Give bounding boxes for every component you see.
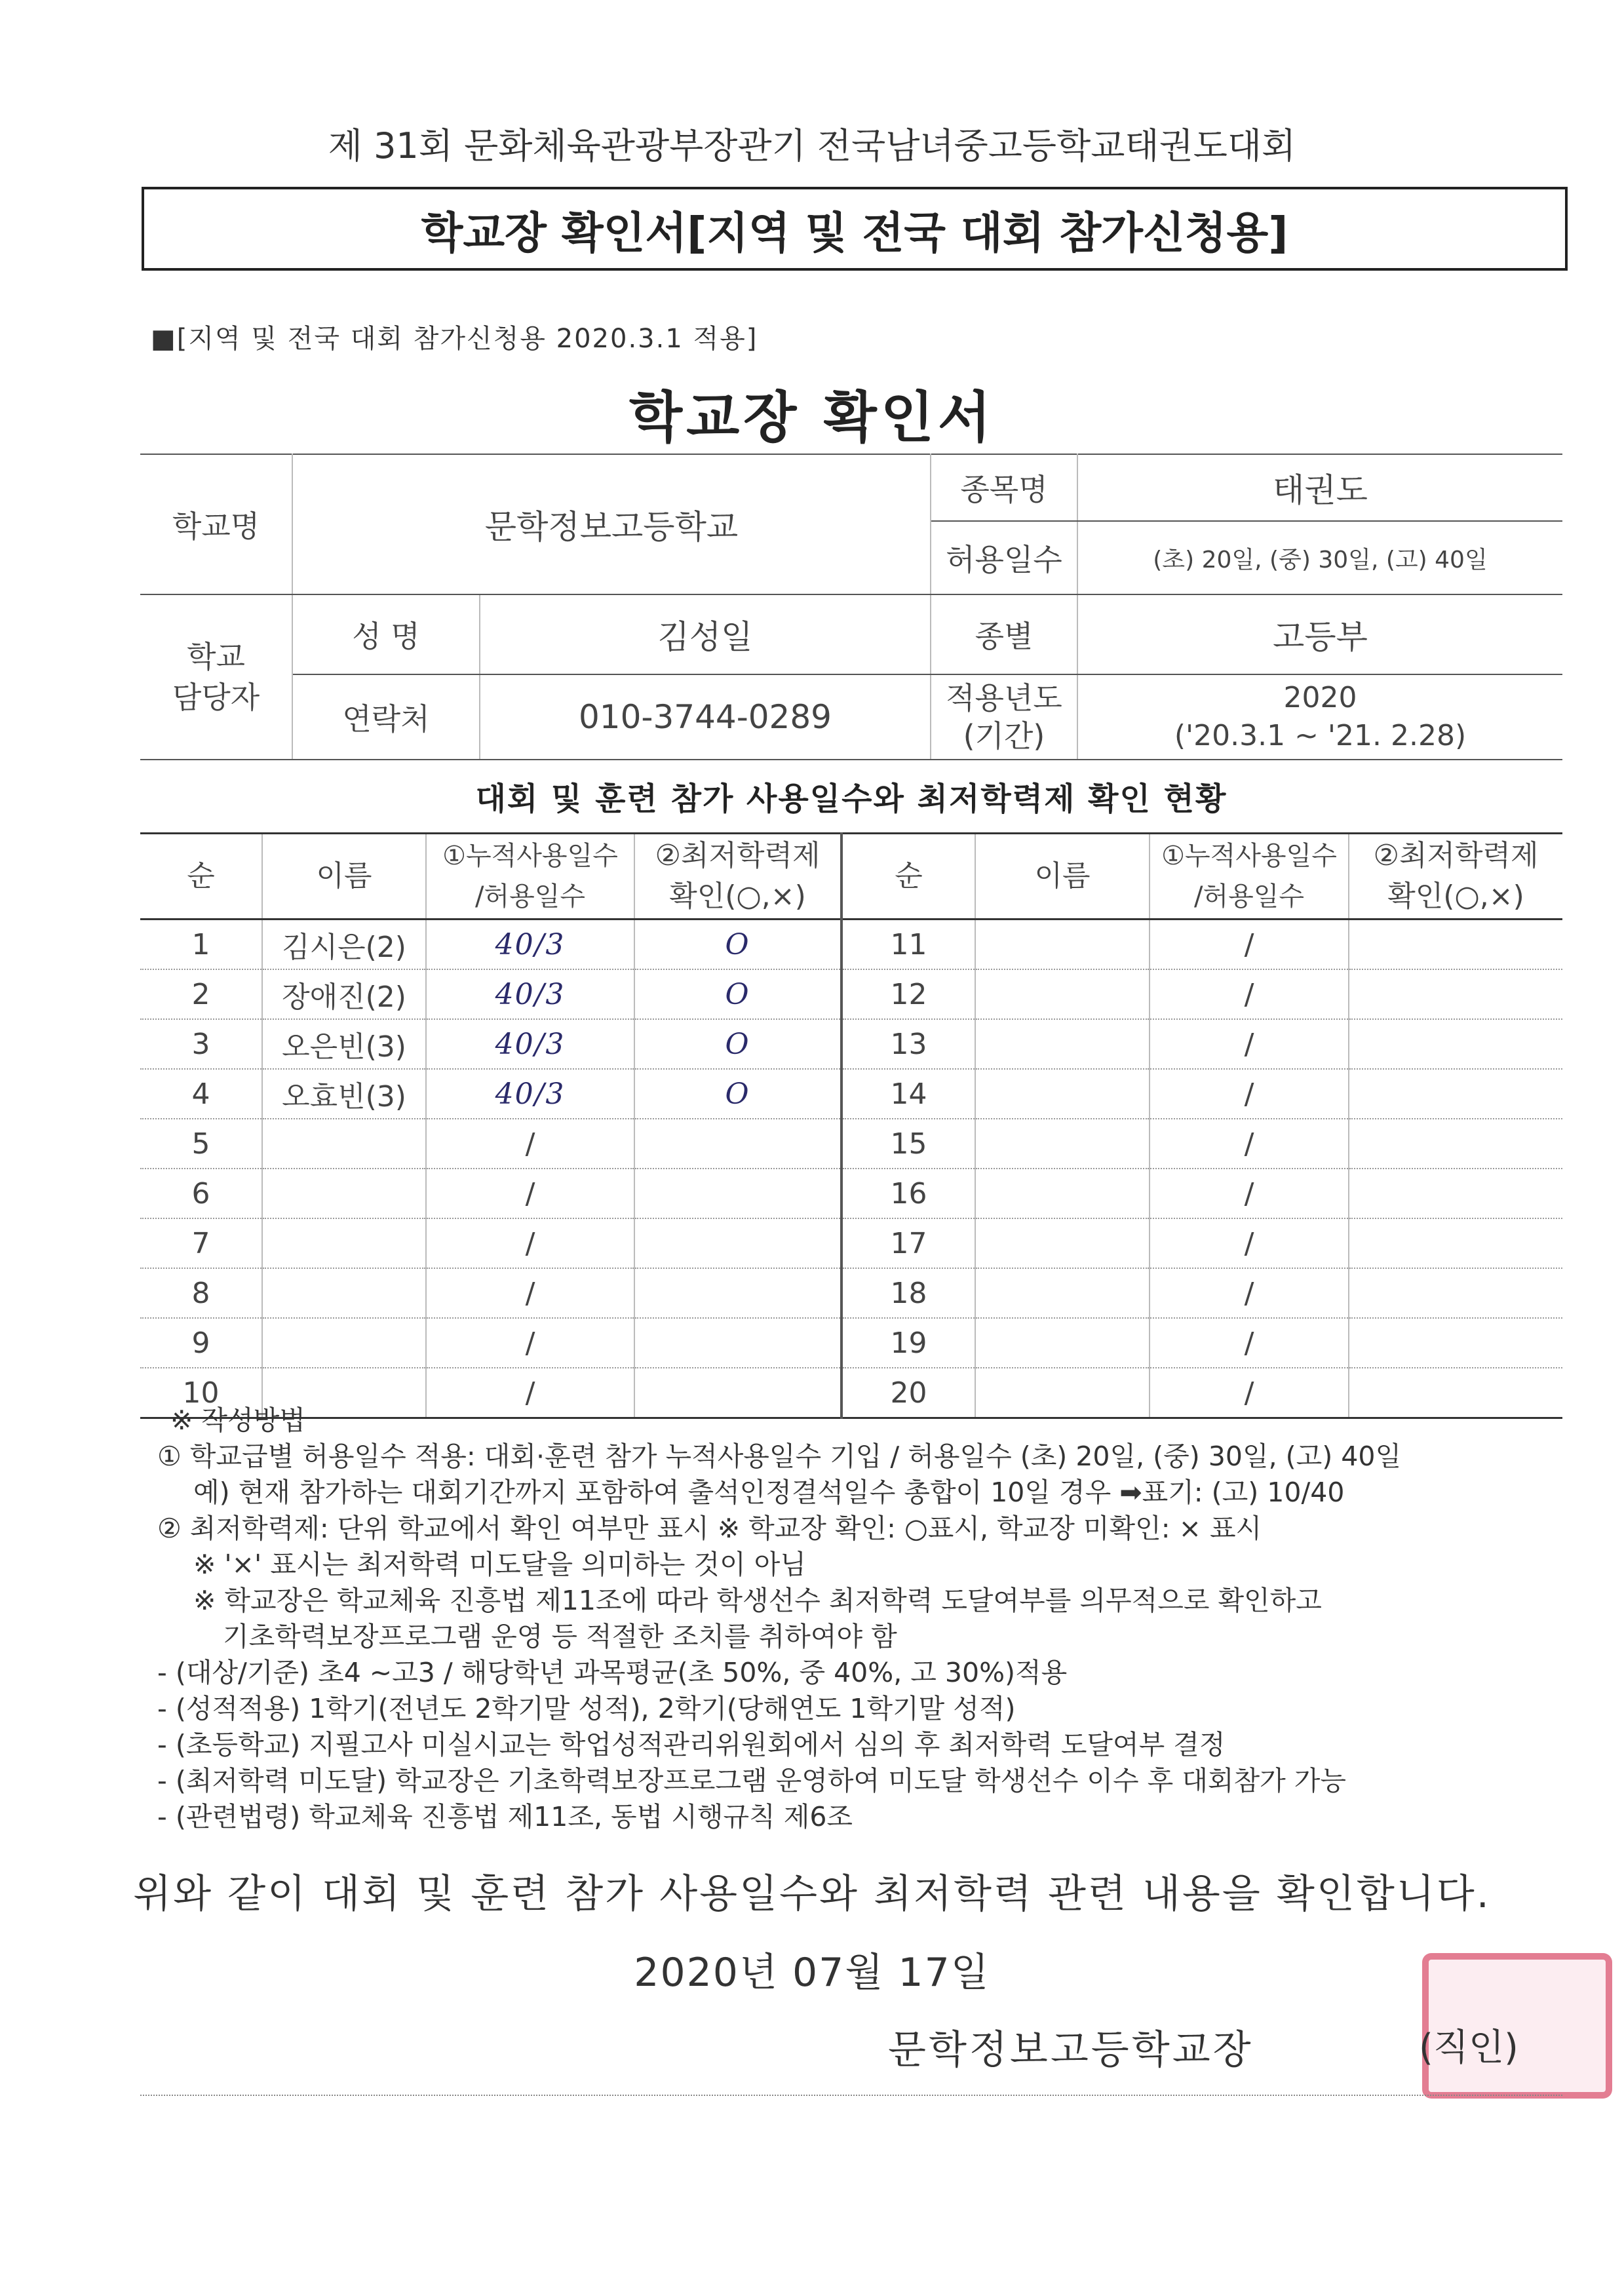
contact-label: 연락처 xyxy=(292,674,480,760)
student-name xyxy=(975,920,1150,970)
min-academic-check: O xyxy=(634,969,841,1019)
header-name-2: 이름 xyxy=(975,834,1150,920)
row-number: 19 xyxy=(841,1318,975,1368)
principal-title: 문학정보고등학교장 xyxy=(888,2027,1254,2073)
row-number: 14 xyxy=(841,1069,975,1119)
header-no: 순 xyxy=(140,834,262,920)
min-academic-check xyxy=(1349,969,1562,1019)
usage-row xyxy=(140,1318,1562,1368)
year-value: 2020 xyxy=(1283,681,1357,714)
usage-days: / xyxy=(1150,1119,1349,1169)
usage-section-title: 대회 및 훈련 참가 사용일수와 최저학력제 확인 현황 xyxy=(475,781,1228,817)
usage-header-row xyxy=(140,834,1562,920)
usage-days: / xyxy=(426,1218,634,1268)
row-number: 9 xyxy=(140,1318,262,1368)
usage-days: / xyxy=(1150,1218,1349,1268)
usage-days: / xyxy=(426,1368,634,1418)
usage-days: / xyxy=(1150,1318,1349,1368)
usage-days: 40/3 xyxy=(426,920,634,970)
usage-days: 40/3 xyxy=(426,969,634,1019)
min-academic-check xyxy=(1349,1119,1562,1169)
usage-row xyxy=(140,1218,1562,1268)
document-title: 학교장 확인서 xyxy=(628,385,996,450)
instructions xyxy=(157,1403,1573,1835)
document-date: 2020년 07월 17일 xyxy=(634,1950,990,1996)
form-title-box xyxy=(142,187,1568,271)
student-name: 오은빈(3) xyxy=(262,1019,426,1069)
min-academic-check xyxy=(1349,920,1562,970)
header-days-2: ①누적사용일수 /허용일수 xyxy=(1150,834,1349,920)
student-name: 김시은(2) xyxy=(262,920,426,970)
row-number: 8 xyxy=(140,1268,262,1318)
row-number: 3 xyxy=(140,1019,262,1069)
info-table xyxy=(140,454,1562,760)
header-no-2: 순 xyxy=(841,834,975,920)
row-number: 12 xyxy=(841,969,975,1019)
year-label: 적용년도 (기간) xyxy=(931,674,1077,760)
usage-row xyxy=(140,920,1562,970)
row-number: 6 xyxy=(140,1169,262,1218)
year-cell xyxy=(1077,674,1562,760)
row-number: 5 xyxy=(140,1119,262,1169)
usage-table xyxy=(140,832,1562,1419)
instruction-line-11: - (관련법령) 학교체육 진흥법 제11조, 동법 시행규칙 제6조 xyxy=(157,1801,853,1832)
period-value: ('20.3.1 ~ '21. 2.28) xyxy=(1174,719,1467,752)
student-name xyxy=(975,969,1150,1019)
usage-days: / xyxy=(426,1169,634,1218)
student-name: 오효빈(3) xyxy=(262,1069,426,1119)
row-number: 13 xyxy=(841,1019,975,1069)
manager-name-label: 성 명 xyxy=(292,594,480,674)
min-academic-check xyxy=(1349,1268,1562,1318)
student-name xyxy=(975,1069,1150,1119)
min-academic-check xyxy=(1349,1318,1562,1368)
student-name xyxy=(975,1019,1150,1069)
usage-days: / xyxy=(426,1318,634,1368)
usage-days: / xyxy=(1150,1268,1349,1318)
usage-days: / xyxy=(1150,920,1349,970)
form-title: 학교장 확인서[지역 및 전국 대회 참가신청용] xyxy=(421,207,1288,258)
student-name xyxy=(262,1318,426,1368)
student-name xyxy=(975,1119,1150,1169)
min-academic-check xyxy=(1349,1019,1562,1069)
instruction-line-6: 기초학력보장프로그램 운영 등 적절한 조치를 취하여야 함 xyxy=(223,1621,897,1652)
student-name: 장애진(2) xyxy=(262,969,426,1019)
instruction-line-4: ※ '×' 표시는 최저학력 미도달을 의미하는 것이 아님 xyxy=(193,1549,806,1580)
manager-label: 학교 담당자 xyxy=(140,594,292,760)
instruction-line-9: - (초등학교) 지필고사 미실시교는 학업성적관리위원회에서 심의 후 최저학력 도달여부 결정 xyxy=(157,1729,1226,1760)
allowed-days-label: 허용일수 xyxy=(931,521,1077,594)
row-number: 10 xyxy=(140,1368,262,1418)
usage-row xyxy=(140,1169,1562,1218)
usage-row xyxy=(140,1119,1562,1169)
row-number: 20 xyxy=(841,1368,975,1418)
usage-body xyxy=(140,920,1562,1418)
seal-label: (직인) xyxy=(1419,2026,1518,2069)
usage-row xyxy=(140,1019,1562,1069)
contact-value: 010-3744-0289 xyxy=(480,674,931,760)
header-days: ①누적사용일수 /허용일수 xyxy=(426,834,634,920)
min-academic-check xyxy=(1349,1169,1562,1218)
header-name: 이름 xyxy=(262,834,426,920)
min-academic-check xyxy=(634,1218,841,1268)
usage-row xyxy=(140,1069,1562,1119)
row-number: 16 xyxy=(841,1169,975,1218)
student-name xyxy=(975,1218,1150,1268)
student-name xyxy=(975,1268,1150,1318)
confirmation-text: 위와 같이 대회 및 훈련 참가 사용일수와 최저학력 관련 내용을 확인합니다. xyxy=(133,1871,1491,1917)
instruction-line-8: - (성적적용) 1학기(전년도 2학기말 성적), 2학기(당해연도 1학기말 성적) xyxy=(157,1693,1016,1724)
row-number: 1 xyxy=(140,920,262,970)
school-name: 문학정보고등학교 xyxy=(292,454,931,594)
min-academic-check xyxy=(634,1169,841,1218)
header-check: ②최저학력제 확인(○,×) xyxy=(634,834,841,920)
row-number: 11 xyxy=(841,920,975,970)
row-number: 17 xyxy=(841,1218,975,1268)
usage-days: / xyxy=(1150,1368,1349,1418)
min-academic-check xyxy=(634,1119,841,1169)
min-academic-check xyxy=(1349,1069,1562,1119)
usage-days: 40/3 xyxy=(426,1069,634,1119)
row-number: 7 xyxy=(140,1218,262,1268)
student-name xyxy=(262,1169,426,1218)
instruction-line-3: ② 최저학력제: 단위 학교에서 확인 여부만 표시 ※ 학교장 확인: ○표시, 학교장 미확인: × 표시 xyxy=(157,1513,1262,1544)
min-academic-check xyxy=(1349,1218,1562,1268)
allowed-days-value: (초) 20일, (중) 30일, (고) 40일 xyxy=(1077,521,1562,594)
manager-name: 김성일 xyxy=(480,594,931,674)
sport-value: 태권도 xyxy=(1077,454,1562,521)
usage-row xyxy=(140,1268,1562,1318)
min-academic-check: O xyxy=(634,1069,841,1119)
min-academic-check xyxy=(634,1268,841,1318)
usage-days: 40/3 xyxy=(426,1019,634,1069)
usage-days: / xyxy=(1150,1069,1349,1119)
student-name xyxy=(975,1169,1150,1218)
division-value: 고등부 xyxy=(1077,594,1562,674)
usage-days: / xyxy=(1150,1169,1349,1218)
min-academic-check: O xyxy=(634,1019,841,1069)
usage-days: / xyxy=(426,1119,634,1169)
row-number: 4 xyxy=(140,1069,262,1119)
usage-days: / xyxy=(1150,969,1349,1019)
event-title: 제 31회 문화체육관광부장관기 전국남녀중고등학교태권도대회 xyxy=(328,125,1296,166)
header-check-2: ②최저학력제 확인(○,×) xyxy=(1349,834,1562,920)
instruction-line-7: - (대상/기준) 초4 ~고3 / 해당학년 과목평균(초 50%, 중 40%, 고 30%)적용 xyxy=(157,1657,1068,1688)
school-label: 학교명 xyxy=(140,454,292,594)
instruction-line-2: 예) 현재 참가하는 대회기간까지 포함하여 출석인정결석일수 총합이 10일 경우 ➡표기: (고) 10/40 xyxy=(193,1477,1345,1508)
instruction-line-5: ※ 학교장은 학교체육 진흥법 제11조에 따라 학생선수 최저학력 도달여부를 의무적으로 확인하고 xyxy=(193,1585,1322,1616)
form-note: ■[지역 및 전국 대회 참가신청용 2020.3.1 적용] xyxy=(151,324,758,354)
instruction-line-10: - (최저학력 미도달) 학교장은 기초학력보장프로그램 운영하여 미도달 학생선수 이수 후 대회참가 가능 xyxy=(157,1765,1346,1796)
division-label: 종별 xyxy=(931,594,1077,674)
student-name xyxy=(262,1218,426,1268)
usage-days: / xyxy=(1150,1019,1349,1069)
row-number: 15 xyxy=(841,1119,975,1169)
instruction-line-1: ① 학교급별 허용일수 적용: 대회·훈련 참가 누적사용일수 기입 / 허용일수 (초) 20일, (중) 30일, (고) 40일 xyxy=(157,1441,1402,1472)
sport-label: 종목명 xyxy=(931,454,1077,521)
usage-days: / xyxy=(426,1268,634,1318)
instructions-heading: ※ 작성방법 xyxy=(170,1405,305,1436)
student-name xyxy=(262,1119,426,1169)
row-number: 18 xyxy=(841,1268,975,1318)
student-name xyxy=(975,1318,1150,1368)
student-name xyxy=(262,1268,426,1318)
min-academic-check xyxy=(634,1318,841,1368)
usage-row xyxy=(140,969,1562,1019)
min-academic-check: O xyxy=(634,920,841,970)
row-number: 2 xyxy=(140,969,262,1019)
bottom-divider xyxy=(140,2095,1562,2096)
